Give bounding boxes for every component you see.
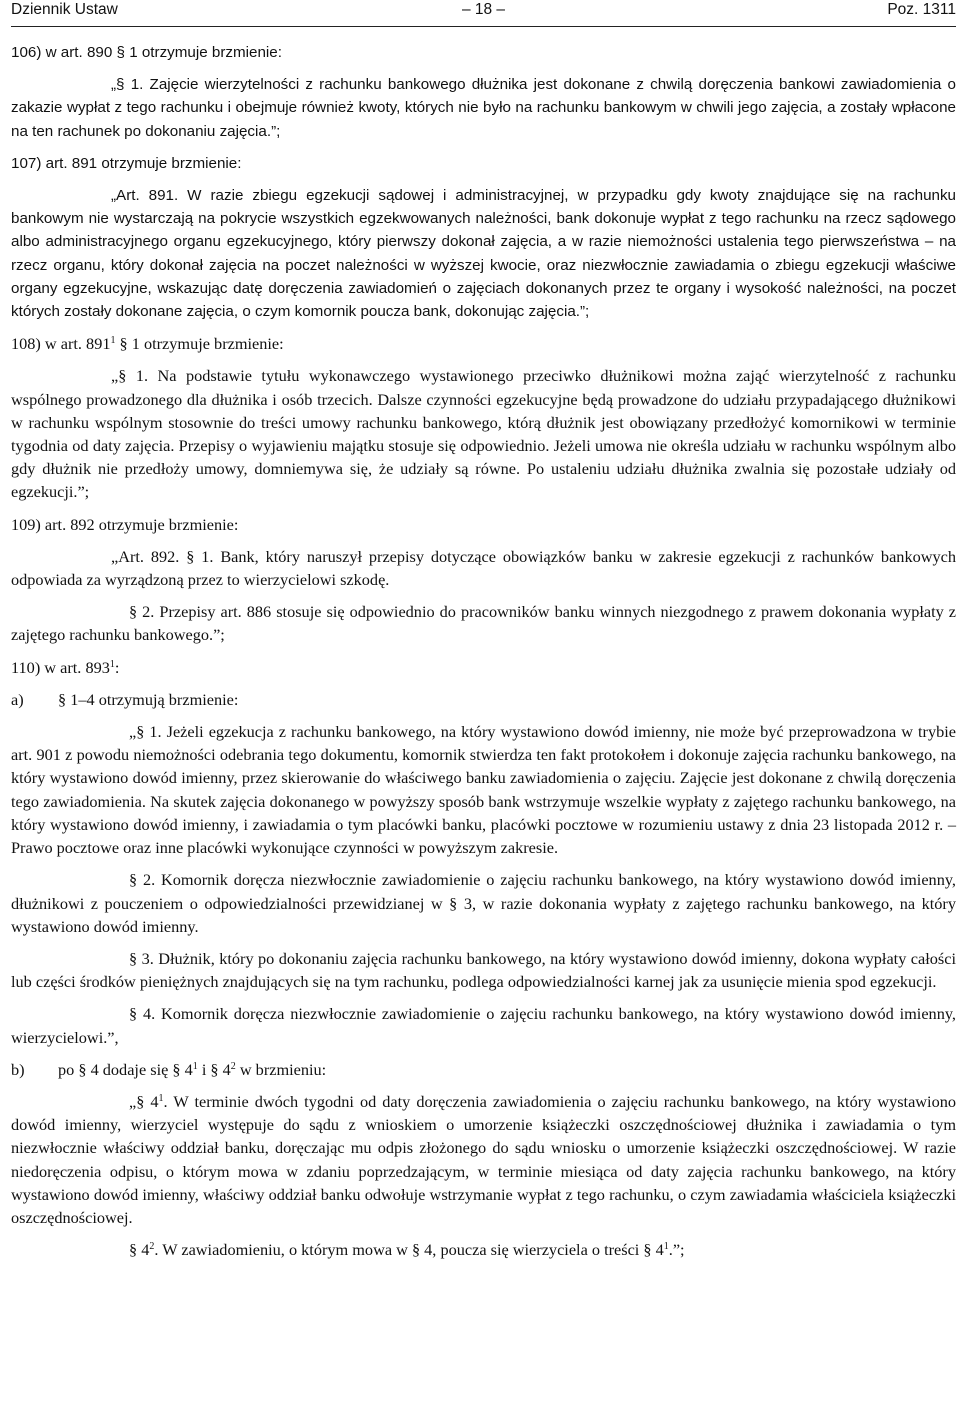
- document-page: [11, 0, 956, 1261]
- section-108-110: [11, 323, 956, 1261]
- amendment-110-s4-2: § $4^2$. W zawiadomieniu, o którym mowa w § 4, poucza się wierzyciela o treści § $4^1$.”;: [129, 1240, 685, 1260]
- amendment-108-lead: 108) w art. $891^1$ § 1 otrzymuje brzmienie:: [11, 334, 284, 354]
- amendment-107-lead: 107) art. 891 otrzymuje brzmienie:: [11, 154, 242, 172]
- position-number: Poz. 1311: [887, 1, 956, 18]
- amendment-106-lead: 106) w art. 890 § 1 otrzymuje brzmienie:: [11, 44, 282, 61]
- amendment-106-text: „§ 1. Zajęcie wierzytelności z rachunku bankowego dłużnika jest dokonane z chwilą doręczenia bankowi zawiadomienia o zakazie wypłat z tego rachunku i obejmuje również kwoty, których nie było na rachunku bankowym w chwili jego zajęcia, a zostały wpłacone na ten rachunek po dokonaniu zajęcia.”;: [11, 76, 956, 140]
- amendment-110-lead: 110) w art. $893^1$:: [11, 657, 120, 677]
- amendment-107-text: „Art. 891. W razie zbiegu egzekucji sądowej i administracyjnej, w przypadku gdy kwoty znajdujące się na rachunku bankowym nie wystarczają na pokrycie wszystkich egzekwowanych należności, bank dokonuje wypłat z tego rachunku na rzecz sądowego albo administracyjnego organu egzekucyjnego, który pierwszy dokonał zajęcia, a w razie niemożności ustalenia tego pierwszeństwa – na rzecz organu, który dokonał zajęcia na poczet należności w wyższej kwocie, oraz niezwłocznie zawiadamia o zbiegu egzekucji właściwe organy egzekucyjne, wskazując datę doręczenia zawiadomień o zajęciach dokonanych przez te organy i wysokość należności, na poczet których zostały dokonane zajęcia, o czym komornik poucza bank, dokonując zajęcia.”;: [11, 187, 956, 321]
- amendment-110-s4-1: „§ $4^1$. W terminie dwóch tygodni od daty doręczenia zawiadomienia o zajęciu rachunku bankowego, na który wystawiono dowód imienny, wierzyciel występuje do sądu z wnioskiem o umorzenie książeczki oszczędnościowej dłużnika i zawiadamia o tym niezwłocznie właściwy oddział banku, doręczając mu odpis złożonego do sądu wniosku o umorzenie książeczki oszczędnościowej. W razie niedoręczenia odpisu, o którym mowa w zdaniu poprzedzającym, w terminie miesiąca od daty zajęcia rachunku bankowego, na który wystawiono dowód imienny, właściwy oddział banku odwołuje wstrzymanie wypłat z tego rachunku, o czym zawiadamia właściciela książeczki oszczędnościowej.: [11, 1091, 956, 1227]
- journal-title: Dziennik Ustaw: [11, 1, 118, 18]
- amendment-110-s4: § 4. Komornik doręcza niezwłocznie zawiadomienie o zajęciu rachunku bankowego, na który wystawiono dowód imienny, wierzycielowi.”,: [11, 1004, 956, 1047]
- amendment-108-text: „§ 1. Na podstawie tytułu wykonawczego wystawionego przeciwko dłużnikowi można zająć wierzytelność z rachunku wspólnego prowadzonego dla dłużnika i osób trzecich. Dalsze czynności egzekucyjne będą prowadzone do udziału przypadającego dłużnikowi w rachunku wspólnym stosownie do treści umowy rachunku bankowego, którą dłużnik jest obowiązany przedłożyć komornikowi w terminie tygodnia od daty zajęcia. Przepisy o wyjawieniu majątku stosuje się odpowiednio. Jeżeli umowa nie określa udziału w rachunku wspólnym albo gdy dłużnik nie przedłoży umowy, domniemywa się, że udziały są równe. Po ustaleniu udziału dłużnika zwalnia się pozostałe udziały od egzekucji.”;: [11, 366, 956, 502]
- amendment-110-s1: „§ 1. Jeżeli egzekucja z rachunku bankowego, na który wystawiono dowód imienny, nie może być przeprowadzona w trybie art. 901 z powodu niemożności odebrania tego dokumentu, komornik stwierdza ten fakt protokołem i dokonuje zajęcia rachunku bankowego, na który wystawiono dowód imienny, przez skierowanie do właściwego banku zawiadomienia o zajęciu. Zajęcie jest dokonane z chwilą doręczenia tego zawiadomienia. Na skutek zajęcia dokonanego w powyższy sposób bank wstrzymuje wszelkie wypłaty z zajętego rachunku bankowego, na który wystawiono dowód imienny, i zawiadamia o tym placówki banku, placówki pocztowe w rozumieniu ustawy z dnia 23 listopada 2012 r. – Prawo pocztowe oraz inne placówki wykonujące czynności w powyższym zakresie.: [11, 722, 956, 858]
- amendment-110-a-lead: a) § 1–4 otrzymują brzmienie:: [11, 689, 239, 709]
- section-106: [11, 41, 956, 323]
- amendment-110-b-lead: b) po § 4 dodaje się § $4^1$ i § $4^2$ w brzmieniu:: [11, 1059, 327, 1079]
- amendment-110-s2: § 2. Komornik doręcza niezwłocznie zawiadomienie o zajęciu rachunku bankowego, na który wystawiono dowód imienny, dłużnikowi z pouczeniem o odpowiedzialności przewidzianej w § 3, w razie dokonania wypłaty z zajętego rachunku bankowego, na który wystawiono dowód imienny.: [11, 870, 956, 936]
- page-header: [11, 0, 956, 27]
- amendment-109-text-2: § 2. Przepisy art. 886 stosuje się odpowiednio do pracowników banku winnych niezgodnego z prawem dokonania wypłaty z zajętego rachunku bankowego.”;: [11, 602, 956, 645]
- amendment-110-s3: § 3. Dłużnik, który po dokonaniu zajęcia rachunku bankowego, na który wystawiono dowód imienny, dokona wypłaty całości lub części środków pieniężnych znajdujących się na tym rachunku, podlega odpowiedzialności karnej jak za usunięcie mienia spod egzekucji.: [11, 948, 956, 992]
- page-number: – 18 –: [461, 1, 506, 18]
- amendment-109-lead: 109) art. 892 otrzymuje brzmienie:: [11, 514, 239, 534]
- amendment-109-text-1: „Art. 892. § 1. Bank, który naruszył przepisy dotyczące obowiązków banku w zakresie egzekucji z rachunków bankowych odpowiada za wyrządzoną przez to wierzycielowi szkodę.: [11, 546, 956, 590]
